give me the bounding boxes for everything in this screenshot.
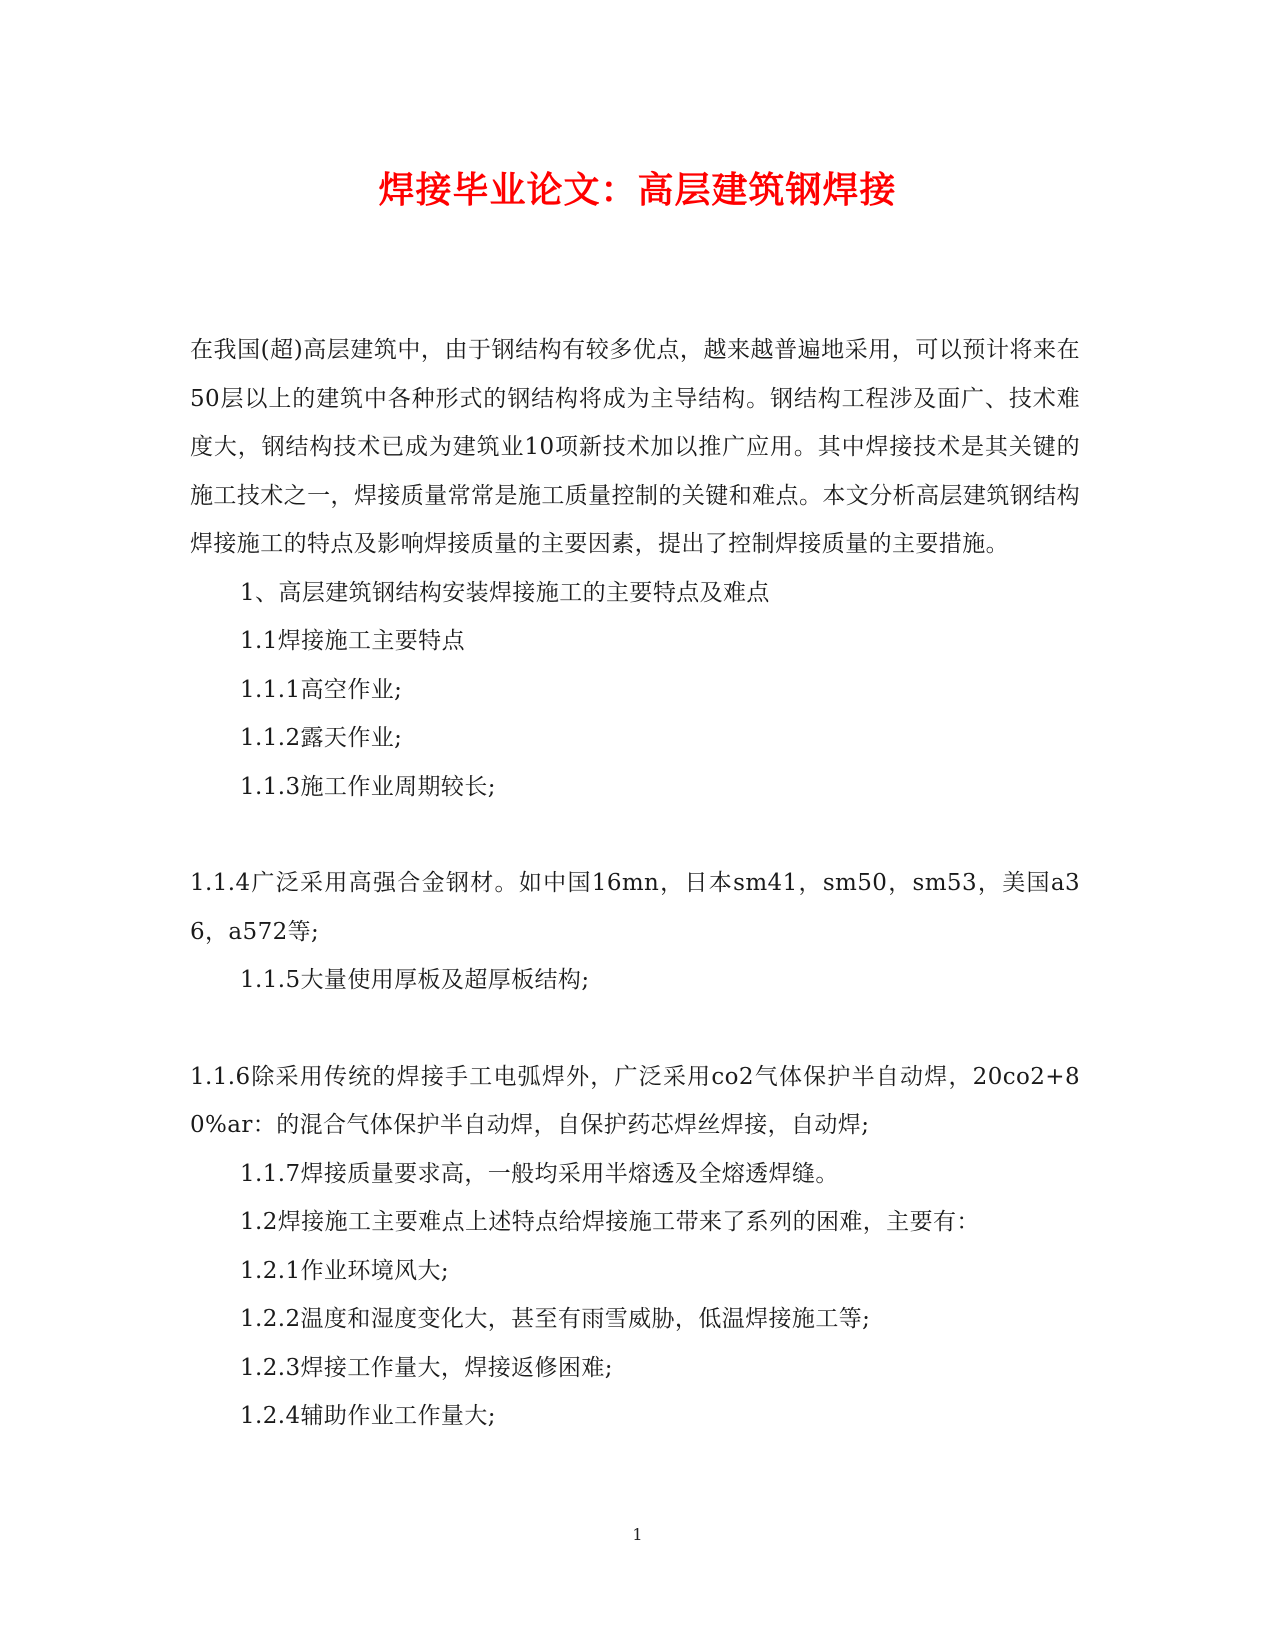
list-item-1-1-6: 1.1.6除采用传统的焊接手工电弧焊外，广泛采用co2气体保护半自动焊，20co2+80%ar：的混合气体保护半自动焊，自保护药芯焊丝焊接，自动焊; <box>190 1063 1080 1138</box>
paragraph-intro: 在我国(超)高层建筑中，由于钢结构有较多优点，越来越普遍地采用，可以预计将来在50层以上的建筑中各种形式的钢结构将成为主导结构。钢结构工程涉及面广、技术难度大，钢结构技术已成为建筑业10项新技术加以推广应用。其中焊接技术是其关键的施工技术之一，焊接质量常常是施工质量控制的关键和难点。本文分析高层建筑钢结构焊接施工的特点及影响焊接质量的主要因素，提出了控制焊接质量的主要措施。 <box>190 337 1080 557</box>
list-item-1-1-7: 1.1.7焊接质量要求高，一般均采用半熔透及全熔透焊缝。 <box>240 1160 839 1187</box>
subsection-heading-1-2: 1.2焊接施工主要难点上述特点给焊接施工带来了系列的困难，主要有： <box>240 1209 980 1235</box>
list-item-1-1-5: 1.1.5大量使用厚板及超厚板结构; <box>240 967 590 993</box>
list-item-1-2-2: 1.2.2温度和湿度变化大，甚至有雨雪威胁，低温焊接施工等; <box>240 1306 871 1332</box>
subsection-heading-1-1: 1.1焊接施工主要特点 <box>240 628 465 654</box>
list-item-1-1-2: 1.1.2露天作业; <box>240 725 403 751</box>
list-item-1-2-1: 1.2.1作业环境风大; <box>240 1257 450 1284</box>
section-heading-1: 1、高层建筑钢结构安装焊接施工的主要特点及难点 <box>240 579 770 606</box>
list-item-1-2-3: 1.2.3焊接工作量大，焊接返修困难; <box>240 1354 613 1381</box>
list-item-1-1-3: 1.1.3施工作业周期较长; <box>240 773 496 800</box>
document-body <box>190 326 1080 1441</box>
page-number: 1 <box>632 1525 643 1544</box>
list-item-1-2-4: 1.2.4辅助作业工作量大; <box>240 1403 496 1429</box>
list-item-1-1-4: 1.1.4广泛采用高强合金钢材。如中国16mn，日本sm41，sm50，sm53，美国a36，a572等; <box>190 870 1080 945</box>
document-title: 焊接毕业论文：高层建筑钢焊接 <box>378 169 897 211</box>
list-item-1-1-1: 1.1.1高空作业; <box>240 676 403 703</box>
